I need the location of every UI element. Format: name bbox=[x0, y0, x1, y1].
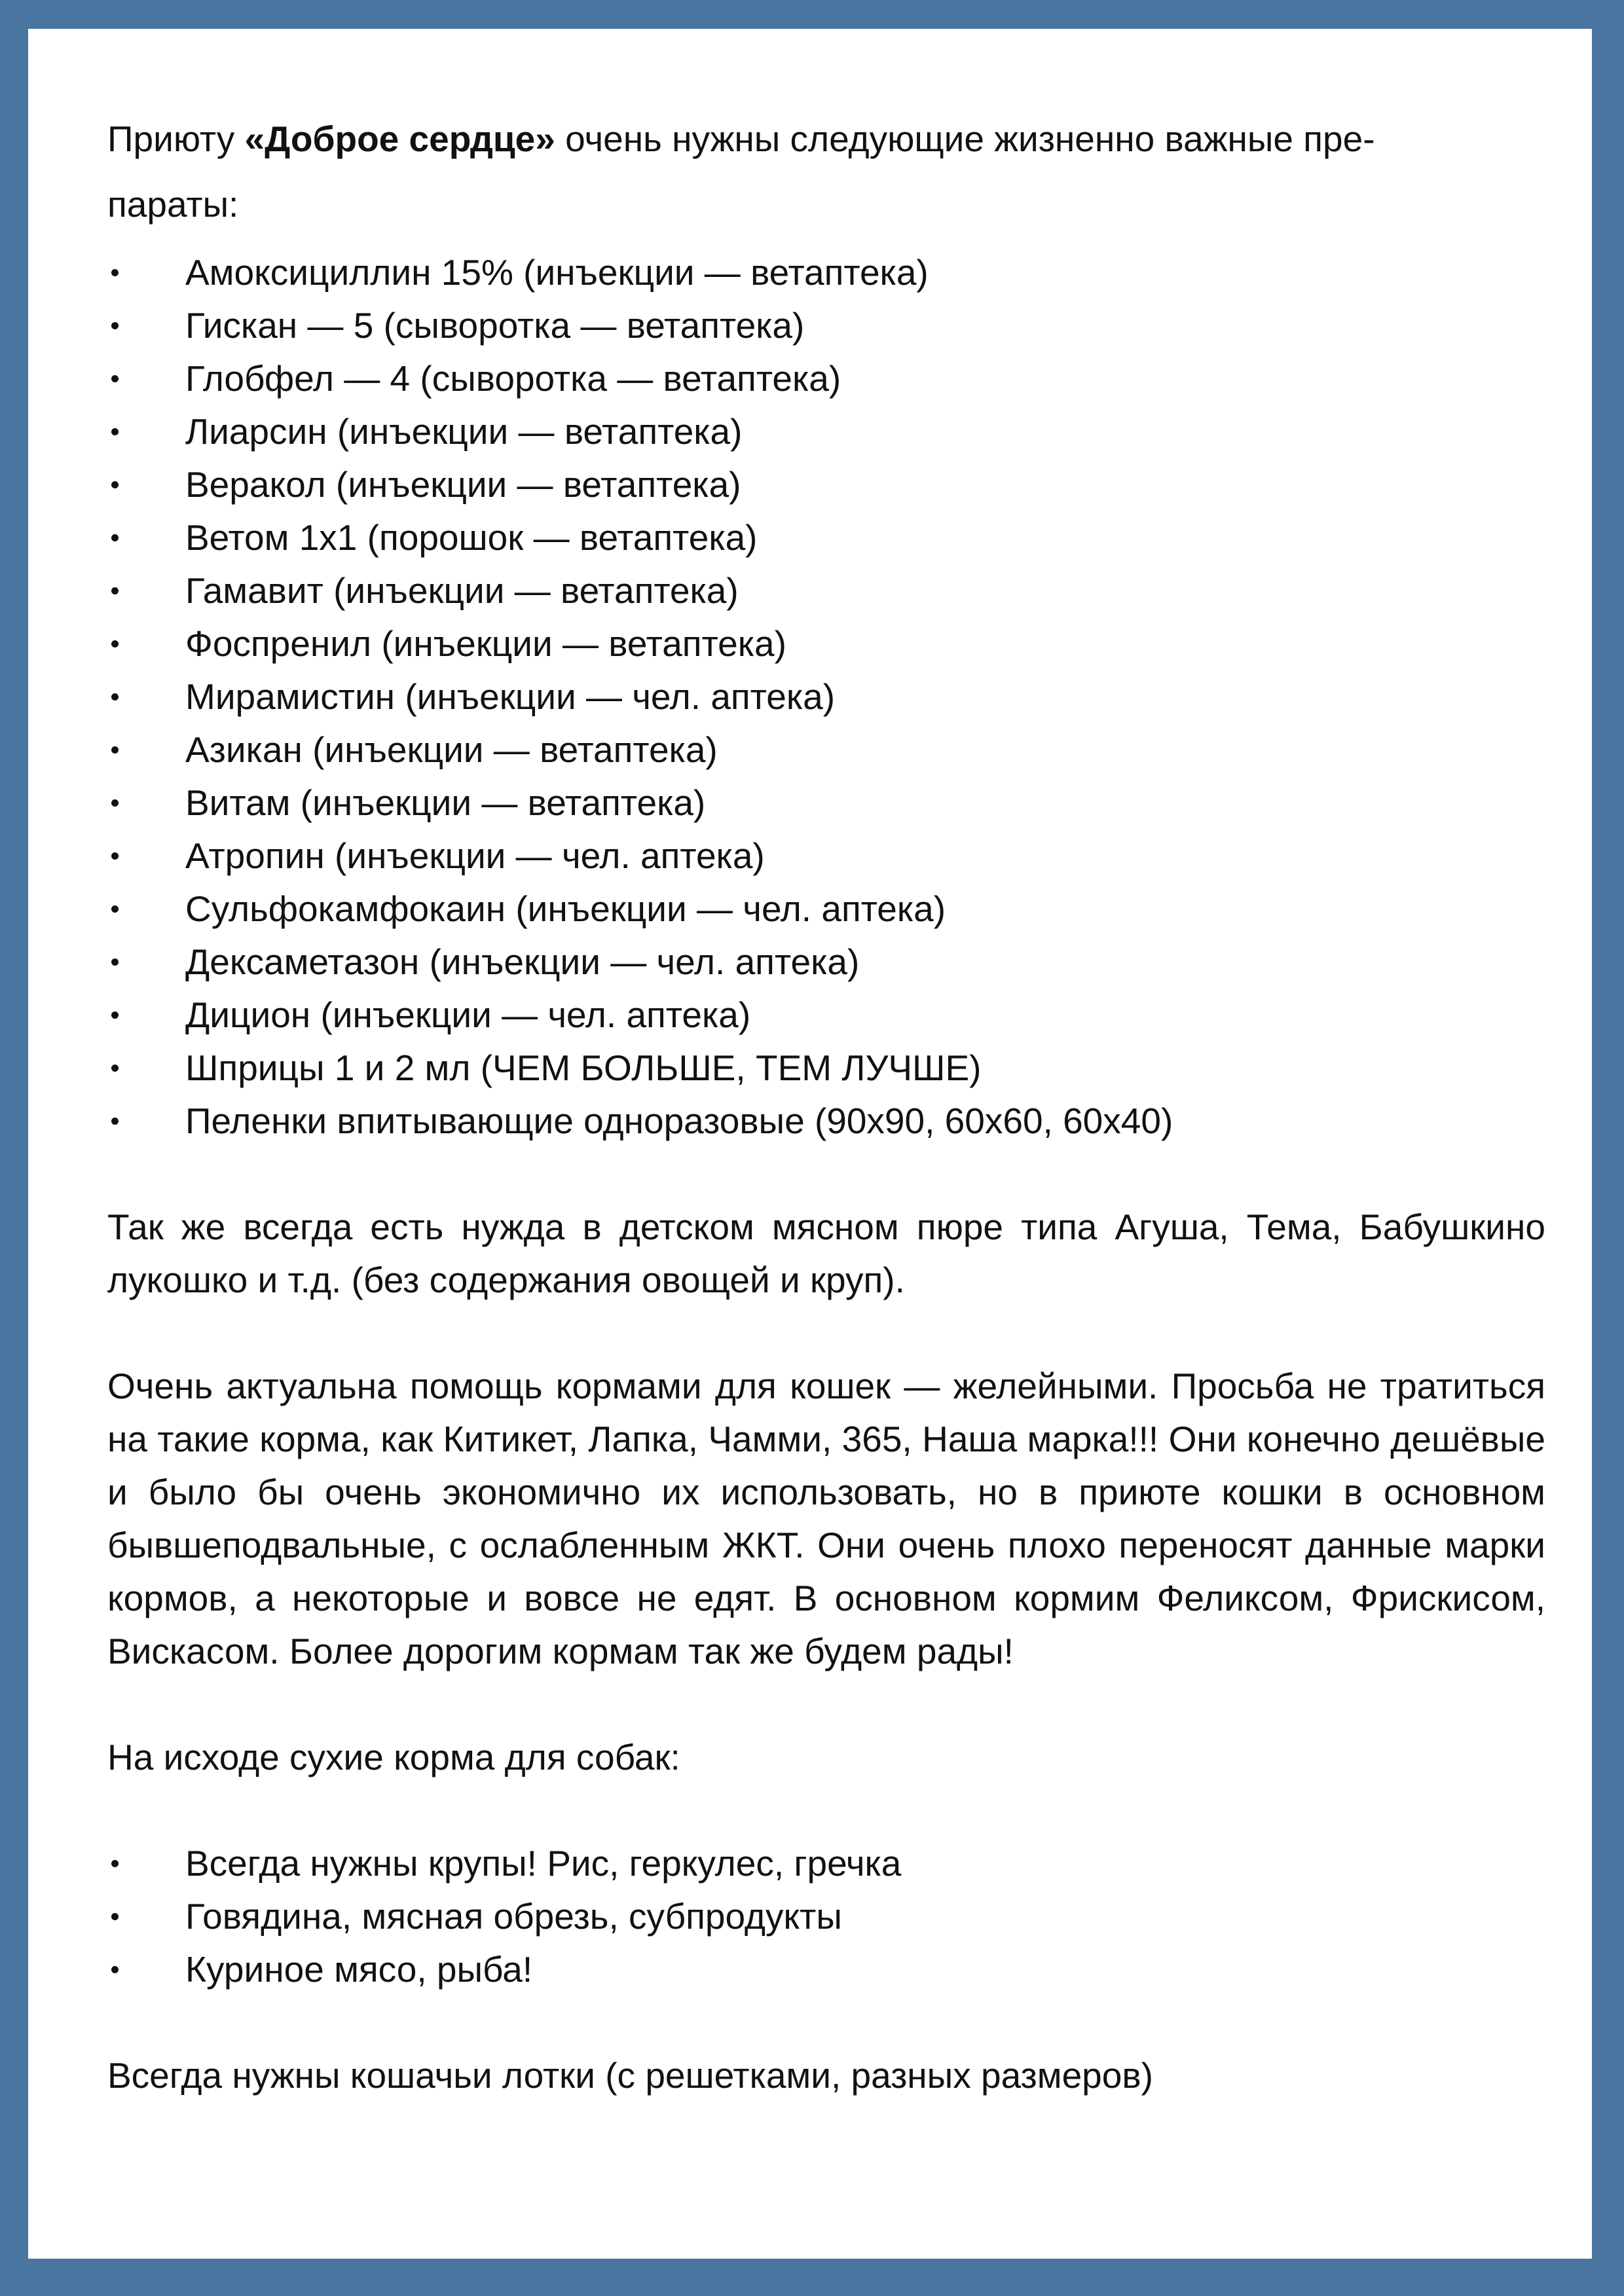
bullet-icon bbox=[111, 799, 119, 807]
bullet-icon bbox=[111, 269, 119, 276]
list-item bbox=[107, 564, 1545, 617]
list-item bbox=[107, 617, 1545, 670]
list-item bbox=[107, 883, 1545, 936]
bullet-icon bbox=[111, 481, 119, 488]
list-item-text: Глобфел — 4 (сыворотка — ветаптека) bbox=[185, 358, 841, 399]
dog-food-heading: На исходе сухие корма для собак: bbox=[107, 1737, 680, 1777]
list-item bbox=[107, 1042, 1545, 1095]
list-item-text: Пеленки впитывающие одноразовые (90х90, 60х60, 60х40) bbox=[185, 1101, 1173, 1141]
list-item-text: Веракол (инъекции — ветаптека) bbox=[185, 464, 741, 505]
shelter-name: «Доброе сердце» bbox=[244, 118, 555, 159]
bullet-icon bbox=[111, 1966, 119, 1973]
bullet-icon bbox=[111, 1065, 119, 1072]
list-item bbox=[107, 776, 1545, 829]
list-item bbox=[107, 405, 1545, 458]
bullet-icon bbox=[111, 852, 119, 860]
list-item-text: Дексаметазон (инъекции — чел. аптека) bbox=[185, 941, 860, 982]
bullet-icon bbox=[111, 640, 119, 647]
bullet-icon bbox=[111, 746, 119, 754]
list-item-text: Азикан (инъекции — ветаптека) bbox=[185, 729, 718, 770]
list-item bbox=[107, 1943, 1545, 1996]
list-item bbox=[107, 989, 1545, 1042]
list-item bbox=[107, 670, 1545, 723]
baby-puree-paragraph: Так же всегда есть нужда в детском мясном пюре типа Агуша, Тема, Бабушкино лукошко и т.д. (без содержания овощей и круп). bbox=[107, 1207, 1545, 1300]
bullet-icon bbox=[111, 534, 119, 541]
list-item-text: Куриное мясо, рыба! bbox=[185, 1949, 533, 1990]
intro-line2: параты: bbox=[107, 184, 239, 225]
list-item bbox=[107, 458, 1545, 511]
list-item-text: Всегда нужны крупы! Рис, геркулес, гречка bbox=[185, 1843, 902, 1884]
list-item bbox=[107, 511, 1545, 564]
list-item bbox=[107, 246, 1545, 299]
bullet-icon bbox=[111, 958, 119, 966]
list-item-text: Фоспренил (инъекции — ветаптека) bbox=[185, 623, 786, 664]
list-item bbox=[107, 352, 1545, 405]
list-item bbox=[107, 1837, 1545, 1890]
bullet-icon bbox=[111, 693, 119, 701]
list-item bbox=[107, 936, 1545, 989]
list-item-text: Гамавит (инъекции — ветаптека) bbox=[185, 570, 739, 611]
bullet-icon bbox=[111, 1011, 119, 1019]
list-item-text: Атропин (инъекции — чел. аптека) bbox=[185, 835, 765, 876]
intro-prefix: Приюту bbox=[107, 118, 245, 159]
bullet-icon bbox=[111, 375, 119, 382]
medicines-list bbox=[107, 246, 1545, 1148]
list-item bbox=[107, 1890, 1545, 1943]
bullet-icon bbox=[111, 322, 119, 329]
list-item-text: Дицион (инъекции — чел. аптека) bbox=[185, 994, 751, 1035]
document-page bbox=[28, 29, 1592, 2259]
food-list bbox=[107, 1837, 1545, 1996]
bullet-icon bbox=[111, 1860, 119, 1867]
litter-paragraph: Всегда нужны кошачьи лотки (с решетками, разных размеров) bbox=[107, 2055, 1153, 2096]
bullet-icon bbox=[111, 587, 119, 594]
list-item-text: Ветом 1х1 (порошок — ветаптека) bbox=[185, 517, 758, 558]
list-item-text: Витам (инъекции — ветаптека) bbox=[185, 782, 706, 823]
list-item-text: Говядина, мясная обрезь, субпродукты bbox=[185, 1896, 842, 1937]
cat-food-paragraph: Очень актуальна помощь кормами для кошек — желейными. Просьба не тратиться на такие корма, как Китикет, Лапка, Чамми, 365, Наша марка!!! Они конечно дешёвые и было бы очень экономично их использовать, но в приюте кошки в основном бывшеподвальные, с ослабленным ЖКТ. Они очень плохо переносят данные марки кормов, а некоторые и вовсе не едят. В основном кормим Феликсом, Фрискисом, Вискасом. Более дорогим кормам так же будем рады! bbox=[107, 1366, 1545, 1671]
list-item-text: Сульфокамфокаин (инъекции — чел. аптека) bbox=[185, 888, 946, 929]
list-item-text: Лиарсин (инъекции — ветаптека) bbox=[185, 411, 743, 452]
list-item-text: Шприцы 1 и 2 мл (ЧЕМ БОЛЬШЕ, ТЕМ ЛУЧШЕ) bbox=[185, 1048, 982, 1088]
list-item-text: Гискан — 5 (сыворотка — ветаптека) bbox=[185, 305, 805, 346]
list-item bbox=[107, 299, 1545, 352]
bullet-icon bbox=[111, 428, 119, 435]
bullet-icon bbox=[111, 1913, 119, 1920]
bullet-icon bbox=[111, 905, 119, 913]
bullet-icon bbox=[111, 1118, 119, 1125]
list-item bbox=[107, 1095, 1545, 1148]
list-item-text: Мирамистин (инъекции — чел. аптека) bbox=[185, 676, 836, 717]
list-item-text: Амоксициллин 15% (инъекции — ветаптека) bbox=[185, 252, 929, 293]
list-item bbox=[107, 723, 1545, 776]
intro-suffix: очень нужны следующие жизненно важные пре- bbox=[555, 118, 1375, 159]
list-item bbox=[107, 829, 1545, 883]
document-content bbox=[107, 106, 1545, 2102]
intro-paragraph bbox=[107, 106, 1545, 237]
